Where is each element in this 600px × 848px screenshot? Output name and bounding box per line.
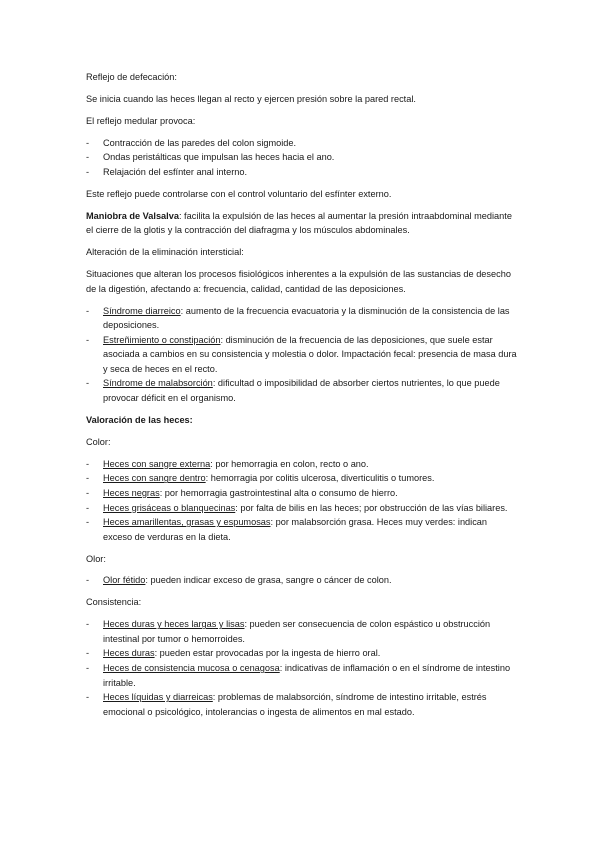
term: Síndrome de malabsorción xyxy=(103,378,213,389)
term: Olor fétido xyxy=(103,575,146,586)
term: Heces amarillentas, grasas y espumosas xyxy=(103,517,271,528)
dash-bullet: - xyxy=(86,378,90,389)
consistencia-list xyxy=(86,617,518,719)
dash-bullet: - xyxy=(86,575,90,586)
color-list xyxy=(86,457,518,545)
list-item: - Heces duras y heces largas y lisas: pueden ser consecuencia de colon espástico u obstrucción intestinal por tumor o hemorroides. xyxy=(86,619,491,644)
list-item: - Heces duras: pueden estar provocadas por la ingesta de hierro oral. xyxy=(86,646,518,661)
dash-bullet: - xyxy=(86,152,90,163)
olor-list xyxy=(86,573,518,588)
reflejo-title: Reflejo de defecación: xyxy=(86,72,177,82)
reflejo-list xyxy=(86,136,518,180)
term: Heces duras xyxy=(103,648,155,659)
dash-bullet: - xyxy=(86,334,90,345)
list-item: - Estreñimiento o constipación: disminución de la frecuencia de las deposiciones, que suele estar asociada a cambios en su consistencia y molestia o dolor. Impactación fecal: presencia de masa dura y seca de heces en el recto. xyxy=(86,334,517,374)
list-item: - Contracción de las paredes del colon sigmoide. xyxy=(86,136,518,151)
list-item: - Relajación del esfínter anal interno. xyxy=(86,165,518,180)
dash-bullet: - xyxy=(86,458,90,469)
list-item: - Heces negras: por hemorragia gastrointestinal alta o consumo de hierro. xyxy=(86,486,518,501)
list-item: - Heces con sangre dentro: hemorragia por colitis ulcerosa, diverticulitis o tumores. xyxy=(86,471,518,486)
reflejo-control: Este reflejo puede controlarse con el control voluntario del esfínter externo. xyxy=(86,188,392,199)
term: Heces líquidas y diarreicas xyxy=(103,692,213,703)
dash-bullet: - xyxy=(86,692,90,703)
list-item: - Olor fétido: pueden indicar exceso de grasa, sangre o cáncer de colon. xyxy=(86,573,518,588)
dash-bullet: - xyxy=(86,619,90,630)
term: Heces con sangre dentro xyxy=(103,473,206,484)
valsalva-term: Maniobra de Valsalva xyxy=(86,210,179,221)
dash-bullet: - xyxy=(86,487,90,498)
dash-bullet: - xyxy=(86,137,90,148)
color-label: Color: xyxy=(86,436,111,447)
reflejo-medular: El reflejo medular provoca: xyxy=(86,115,196,126)
reflejo-intro: Se inicia cuando las heces llegan al recto y ejercen presión sobre la pared rectal. xyxy=(86,93,416,104)
consistencia-label: Consistencia: xyxy=(86,597,142,608)
valsalva-text: : facilita la expulsión de las heces al aumentar la presión intraabdominal mediante el cierre de la glotis y la contracción del diafragma y los músculos abdominales. xyxy=(86,210,512,236)
list-item: - Heces con sangre externa: por hemorragia en colon, recto o ano. xyxy=(86,457,518,472)
dash-bullet: - xyxy=(86,473,90,484)
alteracion-title: Alteración de la eliminación intersticial: xyxy=(86,247,244,258)
valoracion-title: Valoración de las heces: xyxy=(86,414,193,425)
term: Heces duras y heces largas y lisas xyxy=(103,619,245,630)
dash-bullet: - xyxy=(86,517,90,528)
term: Estreñimiento o constipación xyxy=(103,334,221,345)
term: Heces grisáceas o blanquecinas xyxy=(103,502,236,513)
term: Heces de consistencia mucosa o cenagosa xyxy=(103,663,280,674)
term: Heces con sangre externa xyxy=(103,458,211,469)
list-item: - Heces líquidas y diarreicas: problemas de malabsorción, síndrome de intestino irritable, estrés emocional o psicológico, intolerancias o ingesta de alimentos en mal estado. xyxy=(86,692,487,717)
list-item: - Ondas peristálticas que impulsan las heces hacia el ano. xyxy=(86,150,518,165)
list-item: - Síndrome de malabsorción: dificultad o imposibilidad de absorber ciertos nutrientes, lo que puede provocar déficit en el organismo. xyxy=(86,378,500,404)
dash-bullet: - xyxy=(86,502,90,513)
dash-bullet: - xyxy=(86,648,90,659)
alteracion-list xyxy=(86,304,518,406)
olor-label: Olor: xyxy=(86,553,106,564)
dash-bullet: - xyxy=(86,305,90,316)
term: Síndrome diarreico xyxy=(103,305,181,316)
list-item: - Síndrome diarreico: aumento de la frecuencia evacuatoria y la disminución de la consistencia de las deposiciones. xyxy=(86,305,510,331)
dash-bullet: - xyxy=(86,663,90,674)
dash-bullet: - xyxy=(86,166,90,177)
term: Heces negras xyxy=(103,487,160,498)
list-item: - Heces de consistencia mucosa o cenagosa: indicativas de inflamación o en el síndrome de intestino irritable. xyxy=(86,663,511,688)
alteracion-intro: Situaciones que alteran los procesos fisiológicos inherentes a la expulsión de las sustancias de desecho de la digestión, afectando a: frecuencia, calidad, cantidad de las deposiciones. xyxy=(86,269,511,294)
valsalva-paragraph xyxy=(86,209,518,238)
list-item: - Heces grisáceas o blanquecinas: por falta de bilis en las heces; por obstrucción de las vías biliares. xyxy=(86,501,518,516)
list-item: - Heces amarillentas, grasas y espumosas: por malabsorción grasa. Heces muy verdes: indican exceso de verduras en la dieta. xyxy=(86,517,488,542)
document-content xyxy=(86,70,518,727)
